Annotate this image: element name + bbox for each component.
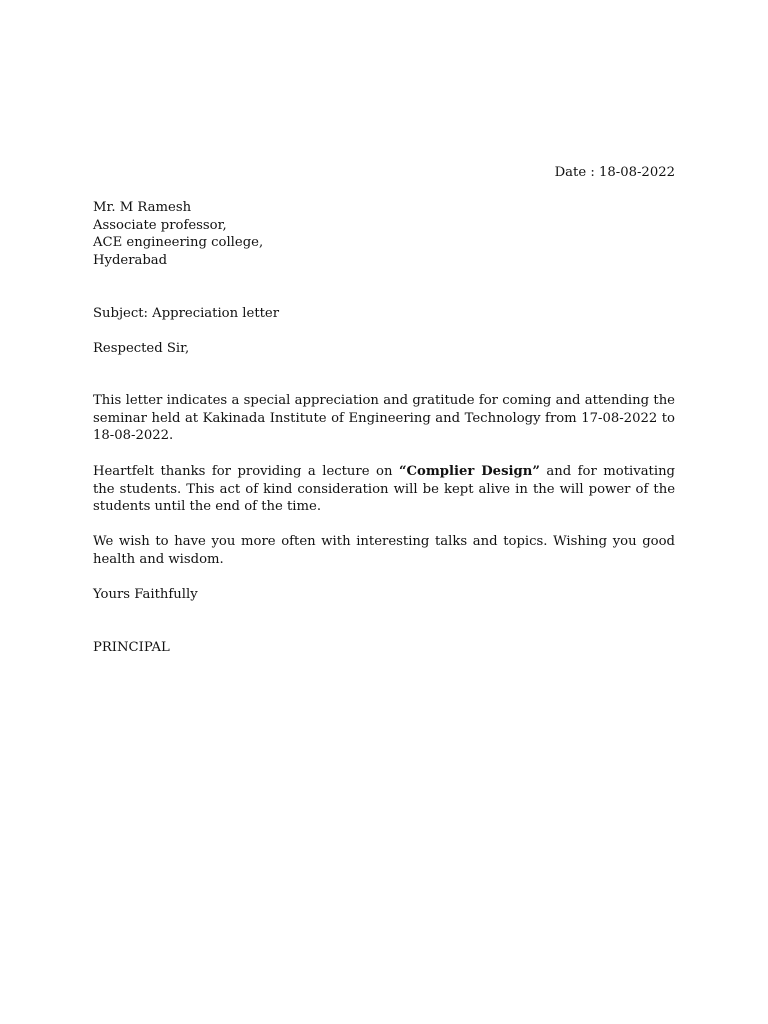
letter-date: Date : 18-08-2022 [554, 165, 675, 180]
paragraph-2-intro: Heartfelt thanks for providing a lecture on [93, 464, 399, 479]
paragraph-2-rest: and for motivating the students. This act of kind consideration will be kept alive in the will power of the students until the end of the time. [93, 464, 676, 514]
recipient-name: Mr. M Ramesh [93, 200, 192, 215]
letter-subject: Subject: Appreciation letter [93, 306, 280, 321]
body-paragraph-2 [93, 463, 675, 516]
body-paragraph-1: This letter indicates a special appreciation and gratitude for coming and attending the seminar held at Kakinada Institute of Engineering and Technology from 17-08-2022 to 18-08-2022. [93, 393, 675, 443]
recipient-address [93, 199, 263, 269]
recipient-title: Associate professor, [93, 217, 227, 233]
lecture-topic: “Complier Design” [398, 464, 540, 479]
body-paragraph-3: We wish to have you more often with interesting talks and topics. Wishing you good health and wisdom. [93, 534, 675, 567]
letter-closing: Yours Faithfully [93, 587, 198, 602]
recipient-city: Hyderabad [93, 252, 168, 268]
signature-designation: PRINCIPAL [93, 640, 170, 655]
recipient-organization: ACE engineering college, [93, 235, 264, 250]
letter-salutation: Respected Sir, [93, 341, 190, 356]
